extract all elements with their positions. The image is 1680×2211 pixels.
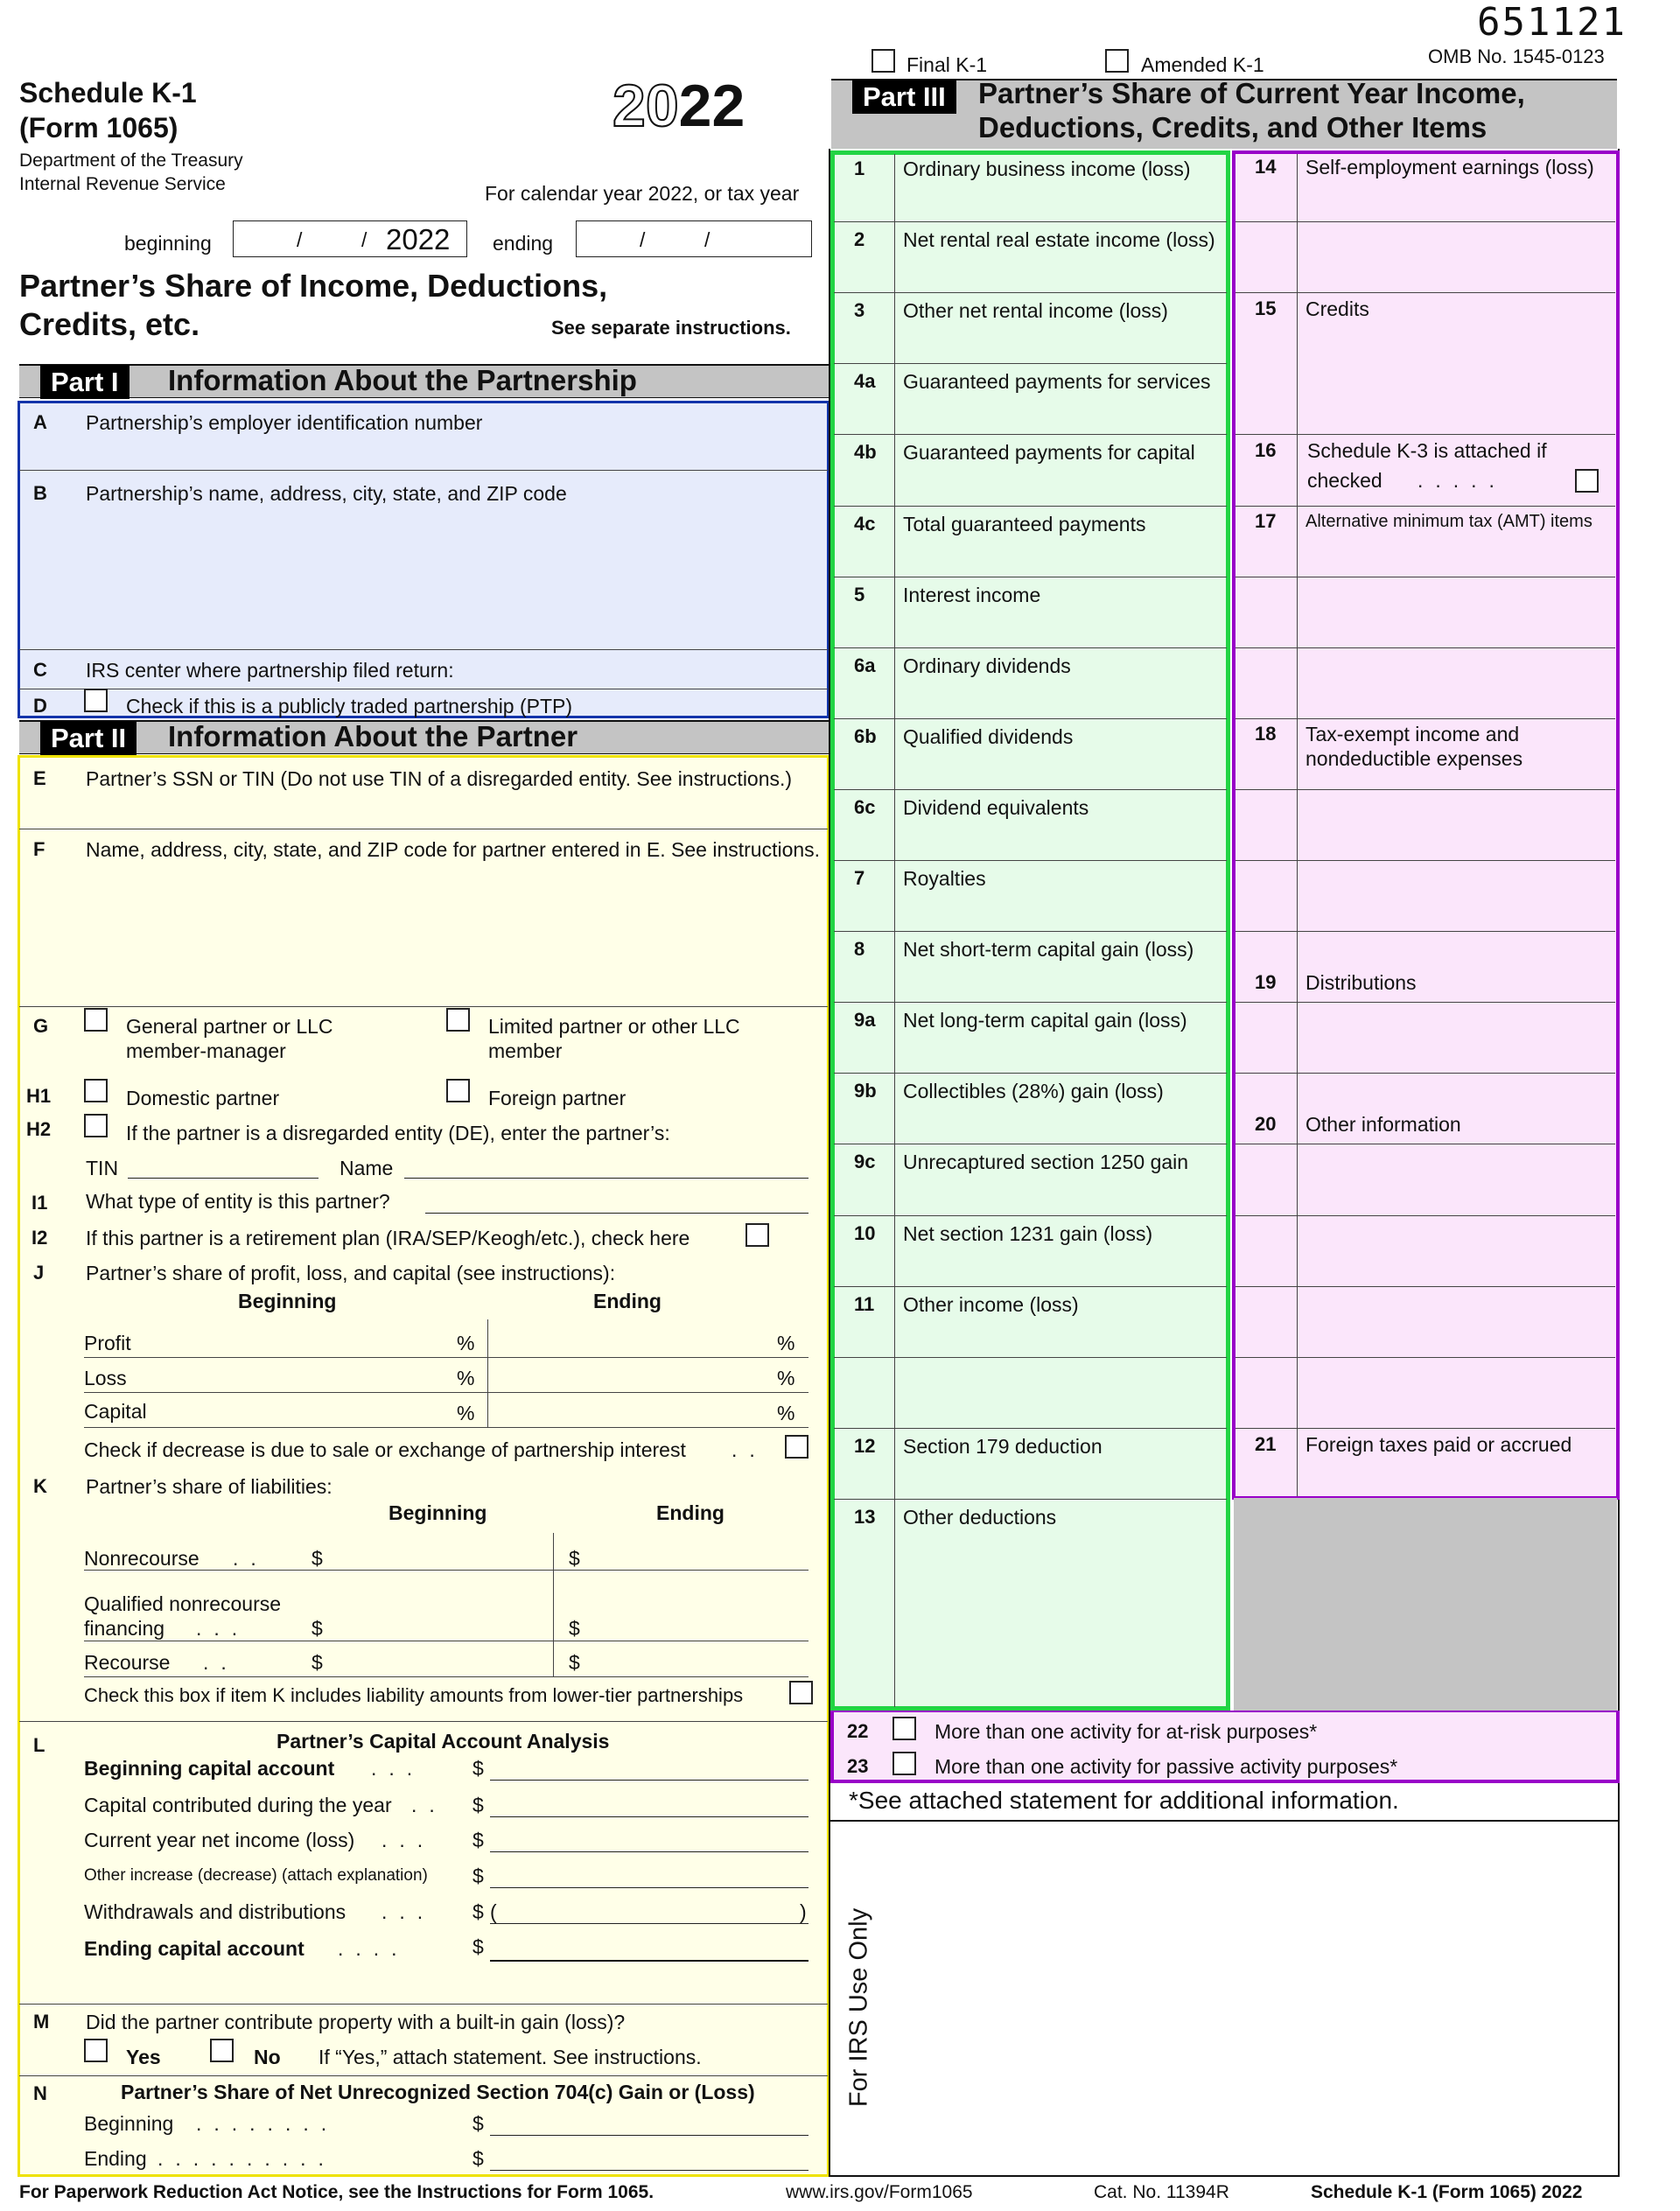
row-divider (1236, 1073, 1615, 1074)
profit-label: Profit (84, 1332, 131, 1354)
slash-3: / (640, 228, 646, 251)
line-num: 6c (854, 796, 876, 818)
line-16-dots: ..... (1418, 469, 1507, 492)
omb-number: OMB No. 1545-0123 (1428, 45, 1605, 67)
row-divider (834, 1002, 1227, 1003)
row-divider (1236, 1002, 1615, 1003)
l6-label: Ending capital account (84, 1937, 304, 1960)
see-instructions: See separate instructions. (551, 317, 791, 339)
line-16-num: 16 (1255, 439, 1277, 461)
beginning-year: 2022 (386, 223, 451, 255)
line-17-label: Alternative minimum tax (AMT) items (1306, 512, 1592, 531)
beginning-date-field[interactable] (233, 220, 467, 257)
row-divider (1236, 647, 1615, 648)
item-m-label: Did the partner contribute property with a built-in gain (loss)? (86, 2011, 626, 2033)
n-begin-dots: ........ (196, 2112, 340, 2135)
line-22-num: 22 (847, 1720, 869, 1742)
m-note: If “Yes,” attach statement. See instructions. (318, 2046, 702, 2068)
recourse-label: Recourse (84, 1651, 171, 1674)
line-label: Net rental real estate income (loss) (903, 228, 1215, 251)
line-num: 3 (854, 299, 865, 321)
qnr-label-1: Qualified nonrecourse (84, 1592, 282, 1615)
l1-input[interactable] (490, 1780, 808, 1781)
item-d-letter: D (33, 695, 47, 717)
item-d-label: Check if this is a publicly traded partnership (PTP) (126, 695, 573, 717)
line-19-label: Distributions (1306, 971, 1417, 994)
line-20-label: Other information (1306, 1113, 1461, 1136)
slash-2: / (361, 228, 368, 251)
line-num: 13 (854, 1506, 876, 1528)
l4-input[interactable] (490, 1887, 808, 1888)
n-title: Partner’s Share of Net Unrecognized Section 704(c) Gain or (Loss) (121, 2081, 755, 2103)
lower-tier-checkbox[interactable] (789, 1681, 813, 1704)
slash-1: / (297, 228, 303, 251)
line-num: 5 (854, 584, 865, 605)
item-a-letter: A (33, 411, 47, 433)
year-outline: 20 (612, 73, 679, 139)
row-divider (1236, 506, 1615, 507)
domestic-partner-label: Domestic partner (126, 1087, 280, 1109)
irs-name: Internal Revenue Service (19, 174, 226, 194)
line-label: Ordinary business income (loss) (903, 157, 1191, 180)
line-15-label: Credits (1306, 297, 1369, 320)
n-end-label: Ending (84, 2147, 147, 2170)
row-divider (834, 1215, 1227, 1216)
limited-partner-checkbox[interactable] (446, 1008, 470, 1032)
item-i1-label: What type of entity is this partner? (86, 1190, 390, 1213)
item-a-label: Partnership’s employer identification number (86, 411, 483, 434)
k3-attached-checkbox[interactable] (1575, 469, 1599, 493)
row-divider (1236, 1286, 1615, 1287)
footer-cat: Cat. No. 11394R (1094, 2182, 1229, 2202)
j-beginning-header: Beginning (238, 1290, 337, 1312)
disregarded-entity-checkbox[interactable] (84, 1114, 108, 1137)
j-ending-header: Ending (593, 1290, 662, 1312)
row-divider (834, 434, 1227, 435)
item-j-label: Partner’s share of profit, loss, and capital (see instructions): (86, 1262, 616, 1284)
row-divider (1236, 931, 1615, 932)
item-i2-letter: I2 (32, 1227, 48, 1249)
line-num: 4b (854, 441, 877, 463)
l3-dollar: $ (472, 1829, 484, 1851)
l5-dollar: $ (472, 1900, 484, 1923)
line-num: 12 (854, 1435, 876, 1457)
line-14-label: Self-employment earnings (loss) (1306, 156, 1594, 178)
row-divider (834, 789, 1227, 790)
item-c-label: IRS center where partnership filed return: (86, 659, 454, 682)
line-label: Guaranteed payments for services (903, 370, 1211, 393)
l2-dots: .. (411, 1794, 447, 1816)
row-divider (834, 292, 1227, 293)
l1-dots: ... (371, 1757, 425, 1780)
line-num: 4c (854, 513, 876, 535)
row-divider (834, 1357, 1227, 1358)
l4-dollar: $ (472, 1865, 484, 1887)
line-label: Net short-term capital gain (loss) (903, 938, 1194, 961)
tin-input[interactable] (128, 1178, 318, 1179)
l6-input[interactable] (490, 1960, 808, 1962)
line-num: 9c (854, 1151, 876, 1172)
foreign-partner-checkbox[interactable] (446, 1079, 470, 1102)
row-divider (834, 221, 1227, 222)
n-end-dollar: $ (472, 2147, 484, 2170)
part3-gray-area (1234, 1498, 1617, 1711)
m-no-checkbox[interactable] (210, 2039, 234, 2062)
loss-end-pct: % (777, 1367, 795, 1389)
part2-box (18, 755, 830, 2177)
l5-paren-close: ) (800, 1900, 807, 1923)
part3-label: Part III (852, 80, 956, 114)
qnr-begin-dollar: $ (312, 1617, 323, 1640)
amended-k1-checkbox[interactable] (1105, 49, 1129, 73)
name-label: Name (340, 1157, 394, 1179)
name-input[interactable] (404, 1178, 808, 1179)
tax-year (612, 73, 746, 139)
form-title-2: Credits, etc. (19, 306, 200, 342)
right-num-divider (1297, 154, 1298, 1496)
irs-use-only-label: For IRS Use Only (844, 1907, 873, 2108)
line-num: 2 (854, 228, 865, 250)
at-risk-checkbox[interactable] (892, 1717, 916, 1740)
n-end-input[interactable] (490, 2170, 808, 2171)
qnr-end-dollar: $ (569, 1617, 580, 1640)
item-l-letter: L (33, 1734, 46, 1756)
line-num: 1 (854, 157, 865, 179)
ending-date-field[interactable] (576, 220, 812, 257)
item-k-letter: K (33, 1475, 47, 1497)
general-partner-checkbox[interactable] (84, 1008, 108, 1032)
line-21-label: Foreign taxes paid or accrued (1306, 1433, 1572, 1456)
line-15-num: 15 (1255, 297, 1277, 319)
irs-use-only-area (830, 1822, 1618, 2175)
line-label: Other income (loss) (903, 1293, 1079, 1316)
tin-label: TIN (86, 1157, 119, 1179)
n-begin-dollar: $ (472, 2112, 484, 2135)
part2-title: Information About the Partner (168, 720, 578, 752)
line-14-num: 14 (1255, 156, 1277, 178)
line-label: Qualified dividends (903, 725, 1074, 748)
line-label: Guaranteed payments for capital (903, 441, 1195, 464)
item-e-letter: E (33, 767, 46, 789)
limited-partner-label-1: Limited partner or other LLC (488, 1015, 740, 1038)
item-b-label: Partnership’s name, address, city, state, and ZIP code (86, 482, 567, 505)
row-divider (1236, 221, 1615, 222)
line-label: Royalties (903, 867, 986, 890)
part3-pink-box (1232, 150, 1620, 1500)
form-code: 651121 (1477, 0, 1627, 45)
row-divider (834, 1428, 1227, 1429)
line-num: 6b (854, 725, 877, 747)
nonrecourse-dots: .. (233, 1547, 269, 1570)
m-yes-label: Yes (126, 2046, 161, 2068)
nonrecourse-label: Nonrecourse (84, 1547, 200, 1570)
l5-input[interactable] (490, 1923, 808, 1924)
beginning-label: beginning (124, 232, 212, 255)
year-bold: 22 (678, 73, 746, 139)
item-m-letter: M (33, 2011, 50, 2033)
m-yes-checkbox[interactable] (84, 2039, 108, 2062)
line-num: 9a (854, 1009, 876, 1031)
foreign-partner-label: Foreign partner (488, 1087, 626, 1109)
line-22-label: More than one activity for at-risk purposes* (934, 1720, 1318, 1743)
department: Department of the Treasury (19, 150, 243, 171)
item-f-letter: F (33, 838, 46, 860)
line-num: 7 (854, 867, 865, 889)
item-j-letter: J (33, 1262, 45, 1284)
final-k1-checkbox[interactable] (872, 49, 895, 73)
line-label: Ordinary dividends (903, 654, 1071, 677)
part1-label: Part I (40, 365, 130, 399)
entity-type-input[interactable] (425, 1213, 808, 1214)
l1-dollar: $ (472, 1757, 484, 1780)
line-16-label-2: checked (1307, 469, 1382, 492)
l5-label: Withdrawals and distributions (84, 1900, 346, 1923)
row-divider (834, 931, 1227, 932)
profit-begin-pct: % (457, 1332, 475, 1354)
decrease-dots: .. (732, 1438, 767, 1461)
footer-paperwork: For Paperwork Reduction Act Notice, see the Instructions for Form 1065. (19, 2182, 654, 2202)
line-label: Dividend equivalents (903, 796, 1089, 819)
item-g-letter: G (33, 1015, 49, 1037)
line-18-num: 18 (1255, 723, 1277, 745)
row-divider (1236, 292, 1615, 293)
schedule-name: Schedule K-1 (19, 77, 197, 108)
item-c-letter: C (33, 659, 47, 681)
line-17-num: 17 (1255, 510, 1277, 532)
l3-input[interactable] (490, 1851, 808, 1852)
slash-4: / (704, 228, 710, 251)
k-beginning-header: Beginning (388, 1501, 487, 1524)
nonrecourse-begin-dollar: $ (312, 1547, 323, 1570)
item-h1-letter: H1 (26, 1085, 52, 1107)
decrease-checkbox[interactable] (785, 1435, 808, 1459)
line-label: Net section 1231 gain (loss) (903, 1222, 1153, 1245)
k-ending-header: Ending (656, 1501, 724, 1524)
row-divider (834, 1073, 1227, 1074)
loss-label: Loss (84, 1367, 127, 1389)
line-21-num: 21 (1255, 1433, 1277, 1455)
row-divider (1236, 434, 1615, 435)
line-num: 11 (854, 1293, 875, 1315)
domestic-partner-checkbox[interactable] (84, 1079, 108, 1102)
form-title-1: Partner’s Share of Income, Deductions, (19, 268, 608, 304)
l5-paren-open: ( (490, 1900, 497, 1923)
profit-end-pct: % (777, 1332, 795, 1354)
row-divider (834, 1499, 1227, 1500)
recourse-end-dollar: $ (569, 1651, 580, 1674)
l3-dots: ... (382, 1829, 436, 1851)
row-divider (834, 647, 1227, 648)
line-num: 6a (854, 654, 876, 676)
row-divider (1236, 1428, 1615, 1429)
l6-dots: .... (338, 1937, 410, 1960)
passive-activity-checkbox[interactable] (892, 1752, 916, 1775)
line-num: 4a (854, 370, 876, 392)
recourse-dots: .. (203, 1651, 239, 1674)
part1-title: Information About the Partnership (168, 364, 637, 396)
item-i1-letter: I1 (32, 1192, 48, 1214)
row-divider (834, 506, 1227, 507)
row-divider (1236, 789, 1615, 790)
part3-title-2: Deductions, Credits, and Other Items (978, 111, 1488, 143)
line-label: Collectibles (28%) gain (loss) (903, 1080, 1164, 1102)
part3-title-1: Partner’s Share of Current Year Income, (978, 77, 1525, 109)
row-divider (1236, 860, 1615, 861)
loss-begin-pct: % (457, 1367, 475, 1389)
calendar-year-text: For calendar year 2022, or tax year (485, 182, 800, 205)
item-n-letter: N (33, 2082, 47, 2104)
recourse-begin-dollar: $ (312, 1651, 323, 1674)
line-num: 9b (854, 1080, 877, 1102)
row-divider (834, 860, 1227, 861)
line-18-label-2: nondeductible expenses (1306, 747, 1523, 770)
amended-k1-label: Amended K-1 (1141, 53, 1264, 76)
line-label: Interest income (903, 584, 1041, 606)
left-num-divider (894, 154, 895, 1707)
n-begin-input[interactable] (490, 2135, 808, 2136)
m-no-label: No (254, 2046, 281, 2068)
retirement-plan-checkbox[interactable] (746, 1223, 769, 1247)
ending-label: ending (493, 232, 554, 255)
decrease-label: Check if decrease is due to sale or exchange of partnership interest (84, 1438, 686, 1461)
line-20-num: 20 (1255, 1113, 1277, 1135)
line-23-label: More than one activity for passive activity purposes* (934, 1755, 1398, 1778)
capital-end-pct: % (777, 1402, 795, 1424)
line-18-label-1: Tax-exempt income and (1306, 723, 1520, 745)
l2-label: Capital contributed during the year (84, 1794, 392, 1816)
part2-label: Part II (40, 721, 136, 755)
item-i2-label: If this partner is a retirement plan (IRA/SEP/Keogh/etc.), check here (86, 1227, 690, 1249)
line-num: 8 (854, 938, 865, 960)
line-19-num: 19 (1255, 971, 1277, 993)
l2-dollar: $ (472, 1794, 484, 1816)
footer-schedule: Schedule K-1 (Form 1065) 2022 (1311, 2182, 1583, 2202)
qnr-dots: ... (196, 1617, 250, 1640)
line-label: Other net rental income (loss) (903, 299, 1168, 322)
general-partner-label-1: General partner or LLC (126, 1015, 333, 1038)
line-label: Net long-term capital gain (loss) (903, 1009, 1187, 1032)
general-partner-label-2: member-manager (126, 1039, 286, 1062)
l6-dollar: $ (472, 1935, 484, 1958)
row-divider (1236, 1215, 1615, 1216)
n-end-dots: .......... (158, 2147, 336, 2170)
nonrecourse-end-dollar: $ (569, 1547, 580, 1570)
item-b-letter: B (33, 482, 47, 504)
line-23-num: 23 (847, 1755, 869, 1777)
item-f-label: Name, address, city, state, and ZIP code for partner entered in E. See instructions. (86, 838, 821, 861)
l5-dots: ... (382, 1900, 436, 1923)
footer-url: www.irs.gov/Form1065 (786, 2182, 973, 2202)
attached-statement-note: *See attached statement for additional information. (849, 1787, 1399, 1814)
recourse-input[interactable] (84, 1676, 808, 1677)
ptp-checkbox[interactable] (84, 689, 108, 712)
nonrecourse-input[interactable] (84, 1570, 808, 1571)
l4-label: Other increase (decrease) (attach explanation) (84, 1866, 428, 1885)
line-label: Other deductions (903, 1506, 1057, 1529)
item-e-label: Partner’s SSN or TIN (Do not use TIN of a disregarded entity. See instructions.) (86, 767, 793, 790)
line-16-label-1: Schedule K-3 is attached if (1307, 439, 1547, 462)
l1-label: Beginning capital account (84, 1757, 335, 1780)
row-divider (1236, 1357, 1615, 1358)
item-k-label: Partner’s share of liabilities: (86, 1475, 332, 1498)
row-divider (834, 363, 1227, 364)
k-check-label: Check this box if item K includes liability amounts from lower-tier partnerships (84, 1684, 744, 1706)
limited-partner-label-2: member (488, 1039, 563, 1062)
line-label: Unrecaptured section 1250 gain (903, 1151, 1189, 1173)
item-h2-label: If the partner is a disregarded entity (DE), enter the partner’s: (126, 1122, 670, 1144)
row-divider (834, 1286, 1227, 1287)
item-h2-letter: H2 (26, 1118, 52, 1140)
l-title: Partner’s Capital Account Analysis (276, 1730, 610, 1753)
form-name: (Form 1065) (19, 112, 178, 143)
line-label: Total guaranteed payments (903, 513, 1146, 535)
line-label: Section 179 deduction (903, 1435, 1102, 1458)
row-divider (1236, 718, 1615, 719)
l3-label: Current year net income (loss) (84, 1829, 355, 1851)
l2-input[interactable] (490, 1816, 808, 1817)
capital-label: Capital (84, 1400, 147, 1423)
line-num: 10 (854, 1222, 876, 1244)
qnr-label-2: financing (84, 1617, 165, 1640)
capital-begin-pct: % (457, 1402, 475, 1424)
n-begin-label: Beginning (84, 2112, 174, 2135)
final-k1-label: Final K-1 (906, 53, 988, 76)
row-divider (834, 718, 1227, 719)
